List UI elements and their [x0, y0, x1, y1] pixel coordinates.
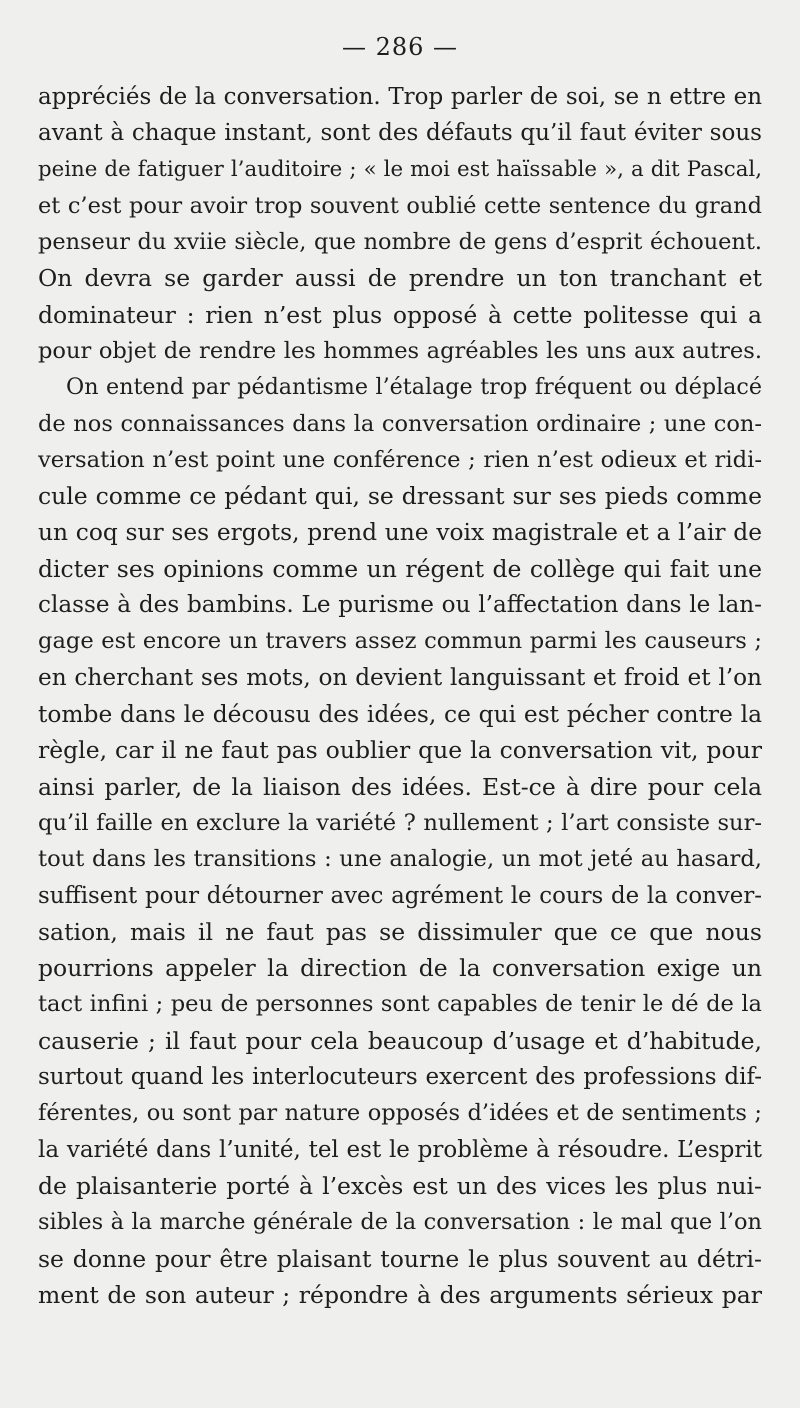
text-line: et c’est pour avoir trop souvent oublié cette sentence du grand [38, 192, 762, 219]
text-line: penseur du xviie siècle, que nombre de gens d’esprit échouent. [38, 229, 762, 256]
text-line: On entend par pédantisme l’étalage trop fréquent ou déplacé [66, 374, 762, 401]
text-line: tout dans les transitions : une analogie, un mot jeté au hasard, [38, 846, 762, 873]
text-line: qu’il faille en exclure la variété ? nullement ; l’art consiste sur- [38, 809, 762, 836]
text-line: peine de fatiguer l’auditoire ; « le moi est haïssable », a dit Pascal, [38, 156, 762, 182]
text-line: dominateur : rien n’est plus opposé à cette politesse qui a [38, 300, 762, 329]
text-line: appréciés de la conversation. Trop parler de soi, se n ettre en [38, 84, 762, 110]
text-line: férentes, ou sont par nature opposés d’idées et de sentiments ; [38, 1100, 762, 1127]
text-line: gage est encore un travers assez commun parmi les causeurs ; [38, 628, 762, 655]
text-line: versation n’est point une conférence ; rien n’est odieux et ridi- [38, 446, 762, 473]
text-line: causerie ; il faut pour cela beaucoup d’usage et d’habitude, [38, 1026, 762, 1055]
text-line: surtout quand les interlocuteurs exercent des professions dif- [38, 1064, 762, 1091]
text-line: de nos connaissances dans la conversation ordinaire ; une con- [38, 410, 762, 437]
text-line: pourrions appeler la direction de la conversation exige un [38, 954, 762, 983]
text-line: dicter ses opinions comme un régent de collège qui fait une [38, 554, 762, 583]
text-line: On devra se garder aussi de prendre un ton tranchant et [38, 264, 762, 293]
text-line: pour objet de rendre les hommes agréables les uns aux autres. [38, 338, 762, 365]
text-line: se donne pour être plaisant tourne le plus souvent au détri- [38, 1244, 762, 1273]
text-line: un coq sur ses ergots, prend une voix magistrale et a l’air de [38, 518, 762, 546]
text-line: sation, mais il ne faut pas se dissimuler que ce que nous [38, 917, 762, 946]
text-line: tombe dans le décousu des idées, ce qui est pécher contre la [38, 700, 762, 729]
body-text [38, 79, 762, 1313]
text-line: ment de son auteur ; répondre à des arguments sérieux par [38, 1280, 762, 1309]
text-line: tact infini ; peu de personnes sont capables de tenir le dé de la [38, 991, 762, 1018]
text-line: sibles à la marche générale de la conversation : le mal que l’on [38, 1209, 762, 1236]
text-line: règle, car il ne faut pas oublier que la conversation vit, pour [38, 736, 762, 765]
text-line: de plaisanterie porté à l’excès est un des vices les plus nui- [38, 1171, 762, 1200]
text-line: suffisent pour détourner avec agrément le cours de la conver- [38, 882, 762, 909]
text-line: la variété dans l’unité, tel est le problème à résoudre. L’esprit [38, 1136, 762, 1163]
text-line: cule comme ce pédant qui, se dressant sur ses pieds comme [38, 482, 762, 511]
page-number: — 286 — [341, 33, 459, 61]
text-line: ainsi parler, de la liaison des idées. Est-ce à dire pour cela [38, 772, 762, 801]
text-line: avant à chaque instant, sont des défauts qu’il faut éviter sous [38, 120, 762, 147]
text-line: en cherchant ses mots, on devient languissant et froid et l’on [38, 663, 762, 691]
text-line: classe à des bambins. Le purisme ou l’affectation dans le lan- [38, 592, 762, 619]
